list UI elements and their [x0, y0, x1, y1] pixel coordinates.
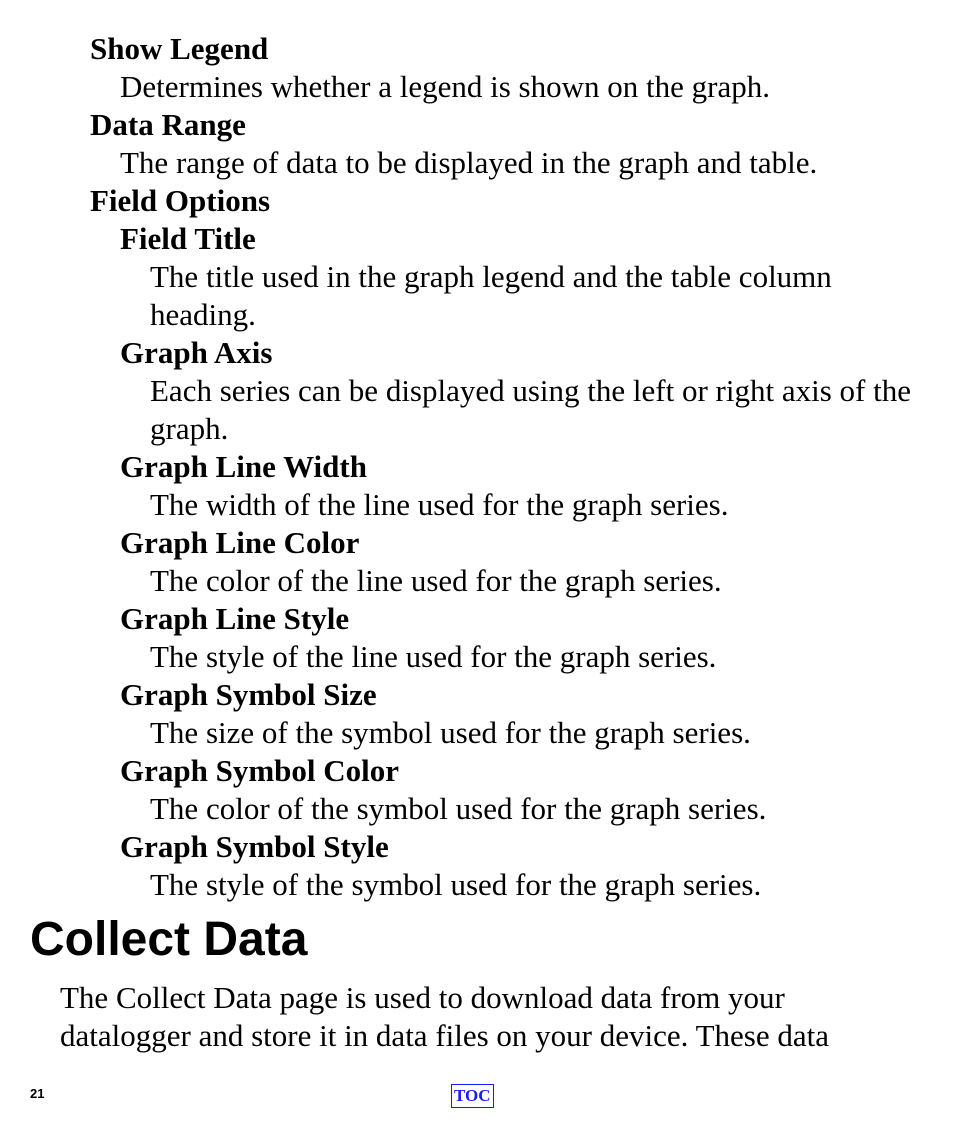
- section-body-paragraph: The Collect Data page is used to download data from your datalogger and store it in data files on your device. These data: [60, 980, 829, 1053]
- term-graph-symbol-size: Graph Symbol Size: [120, 677, 377, 712]
- term-data-range: Data Range: [90, 107, 246, 142]
- term-graph-axis: Graph Axis: [120, 335, 273, 370]
- term-graph-line-color: Graph Line Color: [120, 525, 360, 560]
- definition-graph-symbol-size: The size of the symbol used for the graph series.: [150, 715, 751, 750]
- page-number: 21: [30, 1086, 45, 1101]
- document-body: [0, 30, 954, 1055]
- definition-graph-line-style: The style of the line used for the graph series.: [150, 639, 717, 674]
- term-graph-symbol-color: Graph Symbol Color: [120, 753, 400, 788]
- definition-data-range: The range of data to be displayed in the graph and table.: [120, 145, 818, 180]
- term-graph-line-width: Graph Line Width: [120, 449, 367, 484]
- term-field-title: Field Title: [120, 221, 256, 256]
- toc-link[interactable]: TOC: [451, 1084, 494, 1108]
- term-field-options: Field Options: [90, 183, 271, 218]
- definition-graph-symbol-style: The style of the symbol used for the graph series.: [150, 867, 762, 902]
- definition-graph-line-color: The color of the line used for the graph series.: [150, 563, 722, 598]
- section-heading-collect-data: Collect Data: [30, 913, 308, 966]
- term-show-legend: Show Legend: [90, 31, 269, 66]
- definition-graph-line-width: The width of the line used for the graph series.: [150, 487, 729, 522]
- term-graph-line-style: Graph Line Style: [120, 601, 350, 636]
- definition-show-legend: Determines whether a legend is shown on the graph.: [120, 69, 770, 104]
- definition-field-title: The title used in the graph legend and the table column heading.: [150, 259, 832, 332]
- definition-graph-symbol-color: The color of the symbol used for the graph series.: [150, 791, 767, 826]
- definition-graph-axis: Each series can be displayed using the left or right axis of the graph.: [150, 373, 911, 446]
- term-graph-symbol-style: Graph Symbol Style: [120, 829, 389, 864]
